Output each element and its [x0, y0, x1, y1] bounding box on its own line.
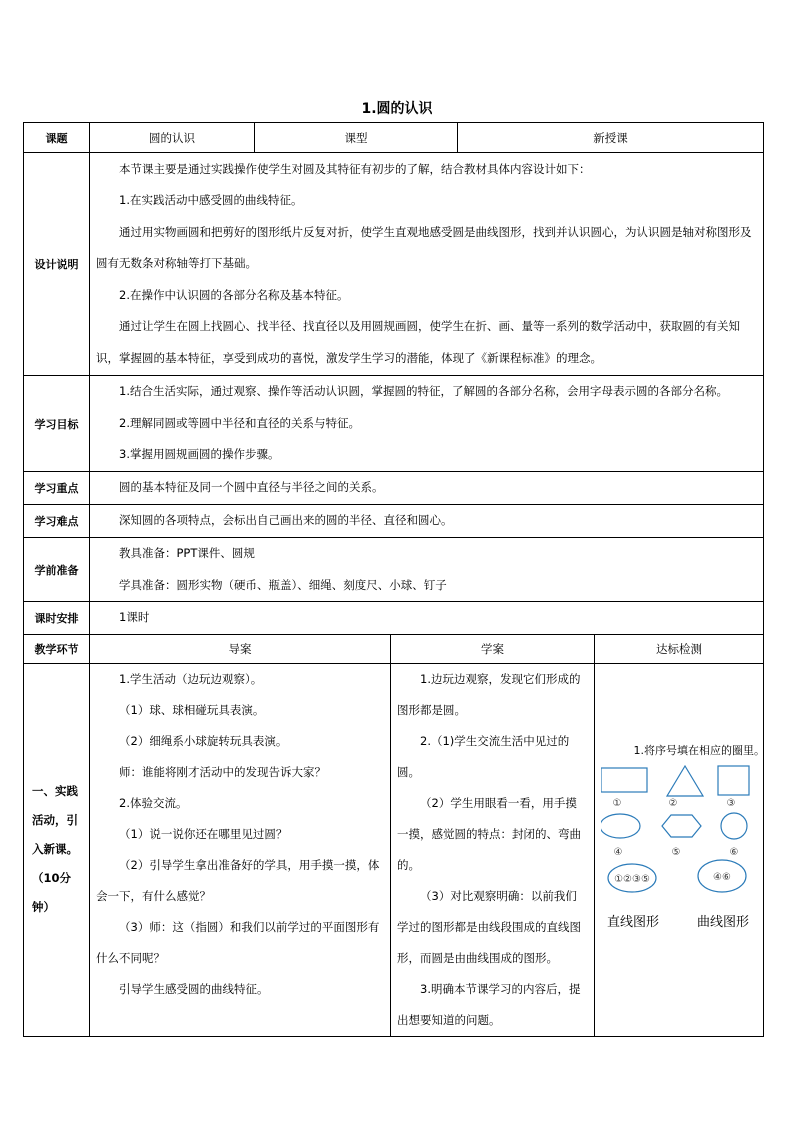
- ellipse-shape: [601, 814, 640, 838]
- guide-line: （1）说一说你还在哪里见过圆？: [119, 826, 288, 841]
- study-line: 2.（1)学生交流生活中见过的圆。: [397, 733, 570, 779]
- stage-line: 入新课。: [32, 842, 78, 856]
- study-cell: [391, 663, 595, 1036]
- exercise-question: 1.将序号填在相应的圈里。: [633, 743, 765, 757]
- stage-line: 一、实践: [32, 784, 78, 798]
- objective-item: 1.结合生活实际，通过观察、操作等活动认识圆，掌握圆的特征，了解圆的各部分名称，会用字母表示圆的各部分名称。: [119, 384, 728, 399]
- preparation-label: 学前准备: [24, 538, 90, 602]
- guide-line: （1）球、球相碰玩具表演。: [119, 702, 265, 717]
- schedule-text: 1课时: [119, 610, 150, 624]
- shape-number: ⑤: [671, 846, 681, 858]
- key-point-row: [24, 472, 764, 505]
- col-guide: 导案: [90, 634, 391, 663]
- guide-line: （2）细绳系小球旋转玩具表演。: [119, 733, 288, 748]
- page-title: 1.圆的认识: [361, 101, 433, 117]
- topic-value: 圆的认识: [90, 123, 255, 153]
- design-label: 设计说明: [24, 153, 90, 376]
- col-stage: 教学环节: [24, 634, 90, 663]
- shape-number: ⑥: [729, 846, 739, 858]
- shapes-figure: [601, 764, 761, 894]
- curve-label: 曲线图形: [697, 914, 750, 930]
- stage-line: 活动，引: [32, 813, 78, 827]
- rectangle-shape: [601, 768, 647, 792]
- objectives-label: 学习目标: [24, 376, 90, 472]
- guide-line: （2）引导学生拿出准备好的学具，用手摸一摸，体会一下，有什么感觉？: [96, 857, 380, 903]
- stage-line: （10分钟）: [32, 871, 72, 914]
- key-point-label: 学习重点: [24, 472, 90, 505]
- circle-shape: [721, 813, 747, 839]
- square-shape: [718, 766, 749, 795]
- shape-number: ②: [668, 797, 678, 809]
- study-line: （3）对比观察明确：以前我们学过的图形都是由线段围成的直线图形，而圆是由曲线围成的图形。: [397, 888, 581, 965]
- hexagon-shape: [662, 815, 701, 837]
- lesson-plan-table: [23, 122, 764, 1037]
- difficulty-content: [90, 505, 764, 538]
- design-paragraph: 通过用实物画圆和把剪好的图形纸片反复对折，使学生直观地感受圆是曲线图形，找到并认识圆心，为认识圆是轴对称图形及圆有无数条对称轴等打下基础。: [96, 224, 752, 271]
- objectives-row: [24, 376, 764, 472]
- column-header-row: [24, 634, 764, 663]
- guide-line: 1.学生活动（边玩边观察）。: [119, 671, 263, 686]
- difficulty-label: 学习难点: [24, 505, 90, 538]
- triangle-shape: [667, 766, 703, 796]
- guide-line: 2.体验交流。: [119, 795, 188, 810]
- topic-label: 课题: [24, 123, 90, 153]
- design-row: [24, 153, 764, 376]
- guide-line: （3）师：这（指圆）和我们以前学过的平面图形有什么不同呢？: [96, 919, 380, 965]
- key-point-content: [90, 472, 764, 505]
- shape-number: ③: [726, 797, 736, 809]
- type-value: 新授课: [458, 123, 764, 153]
- section1-row: [24, 663, 764, 1036]
- design-paragraph: 通过让学生在圆上找圆心、找半径、找直径以及用圆规画圆，使学生在折、画、量等一系列的数学活动中，获取圆的有关知识，掌握圆的基本特征，享受到成功的喜悦，激发学生学习的潜能，体现了《新课程标准》的理念。: [96, 319, 740, 365]
- straight-label: 直线图形: [607, 914, 660, 930]
- exercise-area: [595, 664, 763, 1004]
- study-line: 1.边玩边观察，发现它们形成的图形都是圆。: [397, 671, 581, 717]
- shape-number: ④: [613, 846, 623, 858]
- straight-answer: ①②③⑤: [614, 873, 650, 885]
- design-paragraph: 本节课主要是通过实践操作使学生对圆及其特征有初步的了解，结合教材具体内容设计如下：: [119, 161, 591, 176]
- design-content: [90, 153, 764, 376]
- guide-line: 师：谁能将刚才活动中的发现告诉大家？: [119, 764, 326, 779]
- schedule-row: [24, 602, 764, 635]
- schedule-label: 课时安排: [24, 602, 90, 635]
- objective-item: 2.理解同圆或等圆中半径和直径的关系与特征。: [119, 415, 360, 430]
- student-prep: 学具准备：圆形实物（硬币、瓶盖）、细绳、刻度尺、小球、钉子: [119, 577, 447, 592]
- key-point-text: 圆的基本特征及同一个圆中直径与半径之间的关系。: [119, 480, 384, 495]
- study-line: 3.明确本节课学习的内容后，提出想要知道的问题。: [397, 981, 581, 1027]
- schedule-content: [90, 602, 764, 635]
- difficulty-text: 深知圆的各项特点，会标出自己画出来的圆的半径、直径和圆心。: [119, 513, 453, 528]
- objectives-content: [90, 376, 764, 472]
- header-row: [24, 123, 764, 153]
- study-line: （2）学生用眼看一看，用手摸一摸，感觉圆的特点：封闭的、弯曲的。: [397, 795, 581, 872]
- objective-item: 3.掌握用圆规画圆的操作步骤。: [119, 447, 280, 462]
- guide-line: 引导学生感受圆的曲线特征。: [119, 981, 269, 996]
- curve-answer: ④⑥: [713, 871, 731, 883]
- difficulty-row: [24, 505, 764, 538]
- teacher-prep: 教具准备：PPT课件、圆规: [119, 546, 255, 560]
- col-check: 达标检测: [595, 634, 764, 663]
- preparation-row: [24, 538, 764, 602]
- design-paragraph: 1.在实践活动中感受圆的曲线特征。: [119, 193, 303, 208]
- type-label: 课型: [255, 123, 458, 153]
- shape-number: ①: [612, 797, 622, 809]
- design-paragraph: 2.在操作中认识圆的各部分名称及基本特征。: [119, 287, 349, 302]
- check-cell: [595, 663, 764, 1036]
- preparation-content: [90, 538, 764, 602]
- stage-cell: [24, 663, 90, 1036]
- col-study: 学案: [391, 634, 595, 663]
- guide-cell: [90, 663, 391, 1036]
